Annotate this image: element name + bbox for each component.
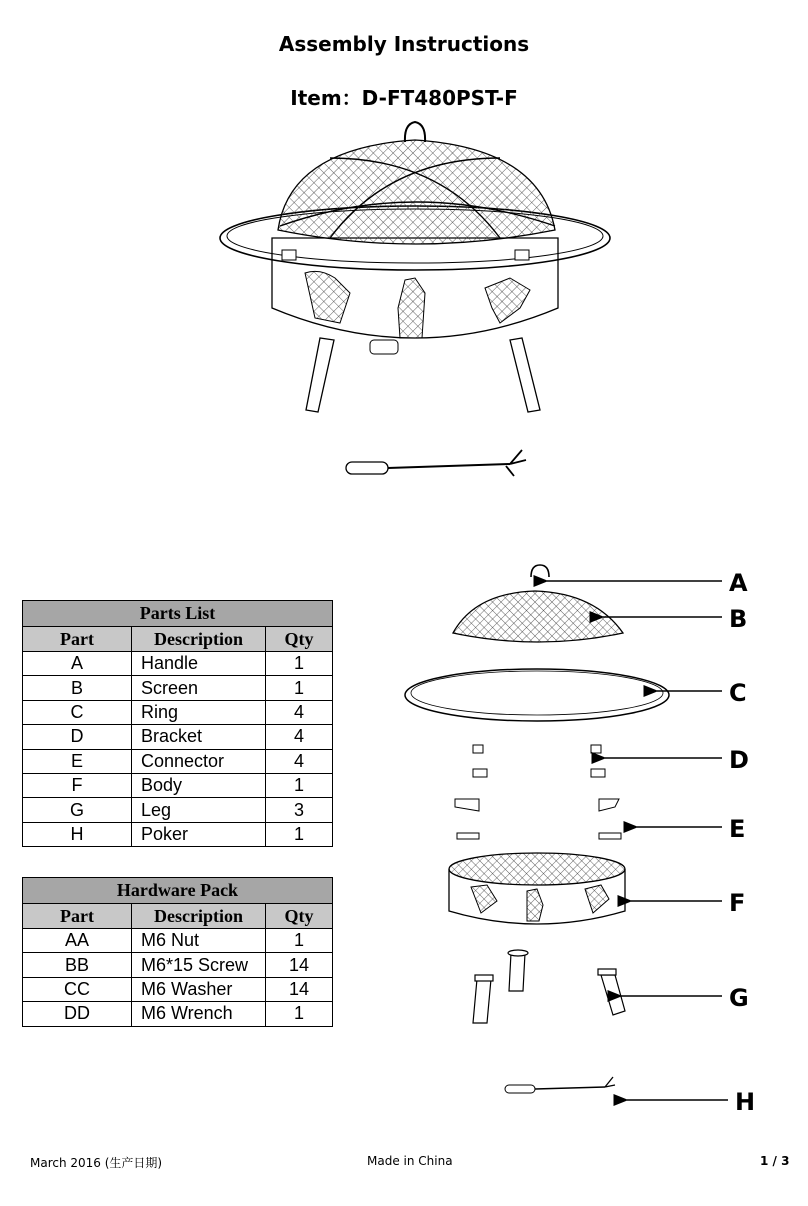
label-h: H — [735, 1088, 756, 1115]
handle-part — [531, 565, 549, 577]
description-cell: Body — [132, 773, 266, 797]
screen-part — [453, 591, 623, 642]
part-cell: BB — [23, 953, 132, 977]
description-cell: Poker — [132, 822, 266, 846]
fire-pit-illustration — [210, 118, 620, 418]
qty-cell: 1 — [266, 1002, 333, 1026]
label-d: D — [729, 746, 749, 774]
column-header-description: Description — [132, 627, 266, 652]
part-cell: A — [23, 652, 132, 676]
qty-cell: 1 — [266, 676, 333, 700]
description-cell: Connector — [132, 749, 266, 773]
label-a: A — [729, 569, 748, 597]
footer-page-number: 1 / 3 — [760, 1154, 790, 1168]
part-cell: G — [23, 798, 132, 822]
column-header-description: Description — [132, 904, 266, 929]
bracket-parts — [473, 745, 605, 777]
qty-cell: 3 — [266, 798, 333, 822]
poker-part — [505, 1077, 615, 1093]
label-b: B — [729, 605, 748, 633]
qty-cell: 1 — [266, 773, 333, 797]
footer-date: March 2016 (生产日期) — [30, 1156, 163, 1170]
parts-list-table — [22, 600, 333, 847]
item-number: Item：D-FT480PST-F — [290, 86, 518, 110]
qty-cell: 14 — [266, 977, 333, 1001]
table-row — [23, 929, 333, 953]
label-g: G — [729, 984, 749, 1012]
table-row — [23, 676, 333, 700]
table-row — [23, 822, 333, 846]
qty-cell: 4 — [266, 700, 333, 724]
table-row — [23, 749, 333, 773]
column-header-qty: Qty — [266, 627, 333, 652]
part-cell: F — [23, 773, 132, 797]
leg-parts — [473, 950, 625, 1023]
table-row — [23, 725, 333, 749]
table-row — [23, 1002, 333, 1026]
part-cell: DD — [23, 1002, 132, 1026]
body-part — [449, 853, 625, 924]
footer-origin: Made in China — [367, 1154, 453, 1168]
connector-parts — [455, 799, 621, 839]
description-cell: M6 Washer — [132, 977, 266, 1001]
table-row — [23, 652, 333, 676]
parts-list-caption: Parts List — [23, 601, 333, 627]
part-cell: H — [23, 822, 132, 846]
hardware-pack-table — [22, 877, 333, 1027]
part-cell: CC — [23, 977, 132, 1001]
ring-part — [405, 669, 669, 721]
document-title: Assembly Instructions — [278, 32, 530, 56]
table-row — [23, 773, 333, 797]
poker-illustration — [340, 446, 530, 486]
qty-cell: 1 — [266, 652, 333, 676]
description-cell: Leg — [132, 798, 266, 822]
part-cell: AA — [23, 929, 132, 953]
label-f: F — [729, 889, 746, 917]
qty-cell: 1 — [266, 822, 333, 846]
part-cell: C — [23, 700, 132, 724]
label-e: E — [729, 815, 746, 843]
table-row — [23, 700, 333, 724]
description-cell: Ring — [132, 700, 266, 724]
column-header-qty: Qty — [266, 904, 333, 929]
description-cell: Screen — [132, 676, 266, 700]
qty-cell: 14 — [266, 953, 333, 977]
table-row — [23, 953, 333, 977]
exploded-parts-diagram — [395, 555, 795, 1115]
part-cell: D — [23, 725, 132, 749]
column-header-part: Part — [23, 904, 132, 929]
qty-cell: 1 — [266, 929, 333, 953]
table-row — [23, 798, 333, 822]
part-cell: E — [23, 749, 132, 773]
table-row — [23, 977, 333, 1001]
label-c: C — [729, 679, 747, 707]
description-cell: Bracket — [132, 725, 266, 749]
description-cell: M6 Wrench — [132, 1002, 266, 1026]
description-cell: Handle — [132, 652, 266, 676]
column-header-part: Part — [23, 627, 132, 652]
qty-cell: 4 — [266, 725, 333, 749]
description-cell: M6 Nut — [132, 929, 266, 953]
qty-cell: 4 — [266, 749, 333, 773]
description-cell: M6*15 Screw — [132, 953, 266, 977]
hardware-pack-caption: Hardware Pack — [23, 878, 333, 904]
part-cell: B — [23, 676, 132, 700]
